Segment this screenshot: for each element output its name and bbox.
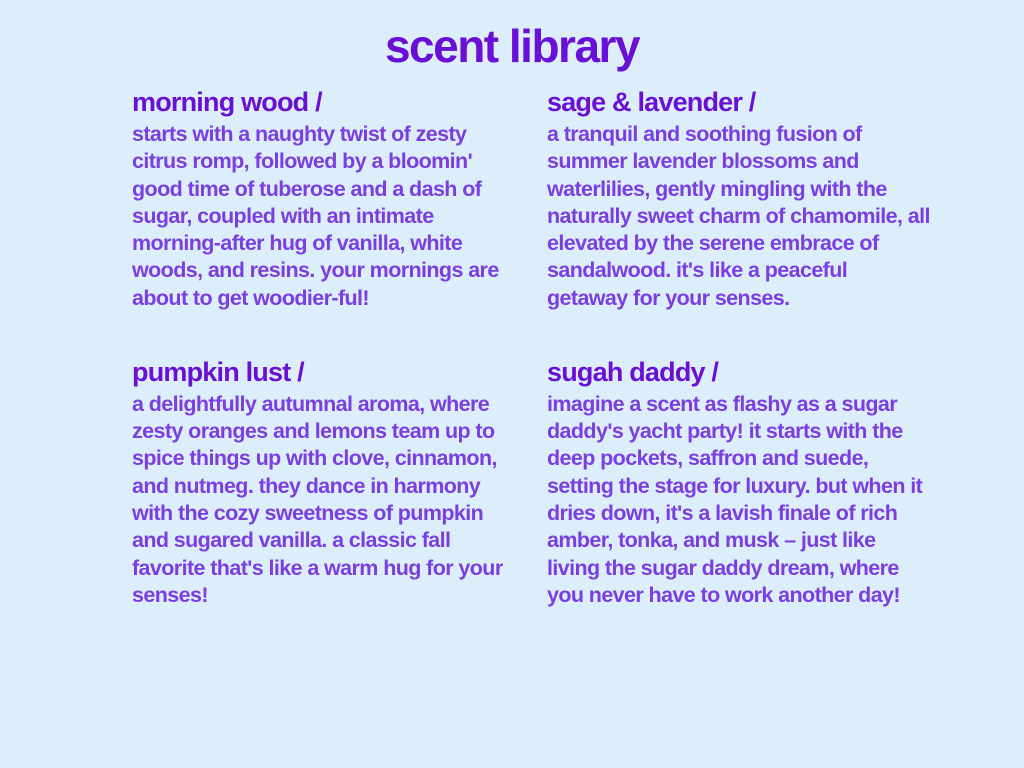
scent-description: starts with a naughty twist of zesty citrus romp, followed by a bloomin' good time of tuberose and a dash of sugar, coupled with an intimate morning-after hug of vanilla, white woods, and resins. your mornings are about to get woodier-ful! [132, 121, 499, 310]
scent-description: imagine a scent as flashy as a sugar daddy's yacht party! it starts with the deep pockets, saffron and suede, setting the stage for luxury. but when it dries down, it's a lavish finale of rich amber, tonka, and musk – just like living the sugar daddy dream, where you never have to work another day! [547, 391, 923, 607]
scent-name: morning wood / [132, 87, 322, 118]
scent-entry [547, 358, 932, 609]
scent-entry-grid [0, 88, 1024, 609]
scent-entry [547, 88, 932, 312]
scent-entry [132, 358, 517, 609]
page-title: scent library [384, 20, 640, 72]
scent-name: sugah daddy / [547, 357, 719, 388]
scent-entry [132, 88, 517, 312]
scent-name: sage & lavender / [547, 87, 756, 118]
scent-description: a tranquil and soothing fusion of summer lavender blossoms and waterlilies, gently mingling with the naturally sweet charm of chamomile, all elevated by the serene embrace of sandalwood. it's like a peaceful getaway for your senses. [547, 121, 930, 310]
scent-name: pumpkin lust / [132, 357, 304, 388]
scent-description: a delightfully autumnal aroma, where zesty oranges and lemons team up to spice things up with clove, cinnamon, and nutmeg. they dance in harmony with the cozy sweetness of pumpkin and sugared vanilla. a classic fall favorite that's like a warm hug for your senses! [132, 391, 503, 607]
